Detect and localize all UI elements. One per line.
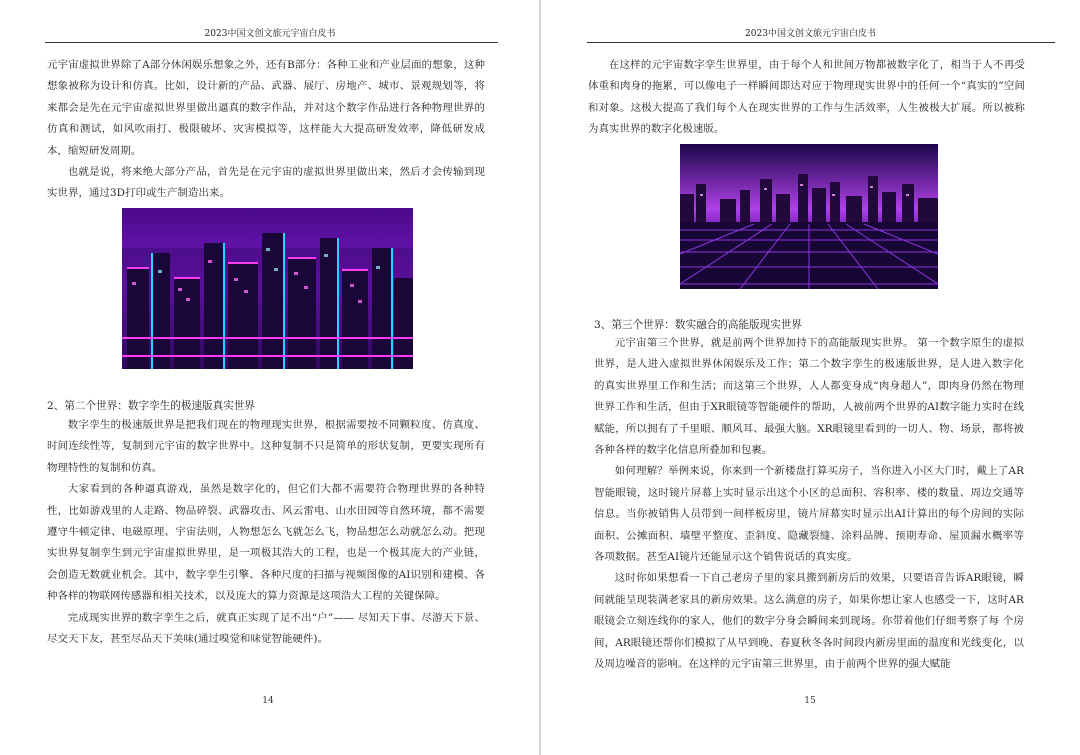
section-heading: 2、第二个世界：数字孪生的极速版真实世界	[47, 400, 256, 412]
page-number: 15	[804, 696, 816, 706]
paragraph: 数字孪生的极速版世界是把我们现在的物理现实世界，根据需要按不同颗粒度、仿真度、时间连续性等，复制到元宇宙的数字世界中。这种复制不只是简单的形状复制，更要实现所有物理特性的复制和仿真。	[47, 419, 485, 474]
right-page	[541, 0, 1080, 755]
header-rule	[45, 42, 498, 43]
page-header-title: 2023中国文创文旅元宇宙白皮书	[204, 29, 336, 39]
body-text-top	[47, 55, 485, 205]
body-text-bottom	[594, 333, 1024, 676]
header-rule	[587, 42, 1055, 43]
page-number: 14	[262, 696, 274, 706]
neon-grid-city-image	[680, 144, 938, 289]
paragraph: 元宇宙第三个世界，就是前两个世界加持下的高能版现实世界。 第一个数字原生的虚拟世界，是人进入虚拟世界休闲娱乐及工作；第二个数字孪生的极速版世界，是人进入数字化的真实世界里工作和生活；而这第三个世界，人人都变身成“肉身超人”，即肉身仍然在物理世界工作和生活，但由于XR眼镜等智能硬件的帮助，人被前两个世界的AI数字能力实时在线赋能，所以拥有了千里眼、顺风耳、最强大脑。XR眼镜里看到的一切人、物、场景，都将被各种各样的数字化信息所叠加和包裹。	[594, 337, 1024, 457]
paragraph: 完成现实世界的数字孪生之后，就真正实现了足不出“户”—— 尽知天下事、尽游天下景、尽交天下友，甚至尽品天下美味(通过嗅觉和味觉智能硬件)。	[47, 611, 485, 646]
body-text-bottom	[47, 415, 485, 650]
neon-city-image	[122, 208, 413, 369]
paragraph: 大家看到的各种逼真游戏，虽然是数字化的，但它们大都不需要符合物理世界的各种特性，比如游戏里的人走路、物品碎裂、武器攻击、风云雷电、山水田园等自然环境，都不需要遵守牛顿定律、电磁原理、宇宙法则，人物想怎么飞就怎么飞，物品想怎么动就怎么动。把现实世界复制孪生到元宇宙虚拟世界里，是一项极其浩大的工程，也是一个极其庞大的产业链，会创造无数就业机会。其中，数字孪生引擎、各种尺度的扫描与视频图像的AI识别和建模、各种各样的物联网传感器和相关技术，以及庞大的算力资源是这项浩大工程的关键保障。	[47, 483, 485, 603]
paragraph: 元宇宙虚拟世界除了A部分休闲娱乐想象之外，还有B部分：各种工业和产业层面的想象，这种想象被称为设计和仿真。比如，设计新的产品、武器、展厅、房地产、城市、景观规划等，将来都会是先在元宇宙虚拟世界里做出逼真的数字作品，并对这个数字作品进行各种物理世界的仿真和测试，如风吹雨打、极限破坏、灾害模拟等，这样能大大提高研发效率，降低研发成本，缩短研发周期。	[47, 59, 485, 157]
paragraph: 这时你如果想看一下自己老房子里的家具搬到新房后的效果，只要语音告诉AR眼镜，瞬间就能呈现装满老家具的新房效果。这么满意的房子，如果你想让家人也感受一下，这时AR眼镜会立刻连线你的家人，他们的数字分身会瞬间来到现场。你带着他们仔细考察了每 个房间，AR眼镜还帮你们模拟了从早到晚、春夏秋冬各时间段内新房里面的温度和光线变化，以及周边噪音的影响。在这样的元宇宙第三世界里，由于前两个世界的强大赋能	[594, 572, 1024, 671]
paragraph: 如何理解？举例来说，你来到一个新楼盘打算买房子，当你进入小区大门时，戴上了AR智能眼镜，这时镜片屏幕上实时显示出这个小区的总面积、容积率、楼的数量、周边交通等信息。当你被销售人员带到一间样板房里，镜片屏幕实时显示出AI计算出的每个房间的实际面积、公摊面积、墙壁平整度、歪斜度、隐藏裂缝、涂料品牌、预期寿命、屋顶漏水概率等各项数据。甚至AI镜片还能显示这个销售说话的真实度。	[594, 465, 1024, 564]
section-heading: 3、第三个世界：数实融合的高能版现实世界	[594, 319, 803, 331]
paragraph: 也就是说，将来绝大部分产品，首先是在元宇宙的虚拟世界里做出来，然后才会传输到现实世界，通过3D打印或生产制造出来。	[47, 166, 485, 200]
page-header-title: 2023中国文创文旅元宇宙白皮书	[745, 29, 876, 39]
body-text-top	[588, 55, 1025, 141]
paragraph: 在这样的元宇宙数字孪生世界里，由于每个人和世间万物都被数字化了，相当于人不再受体重和肉身的拖累，可以像电子一样瞬间即达对应于物理现实世界中的任何一个“真实的”空间和对象。这极大提高了我们每个人在现实世界的工作与生活效率，人生被极大扩展。所以被称为真实世界的数字化极速版。	[588, 59, 1025, 136]
